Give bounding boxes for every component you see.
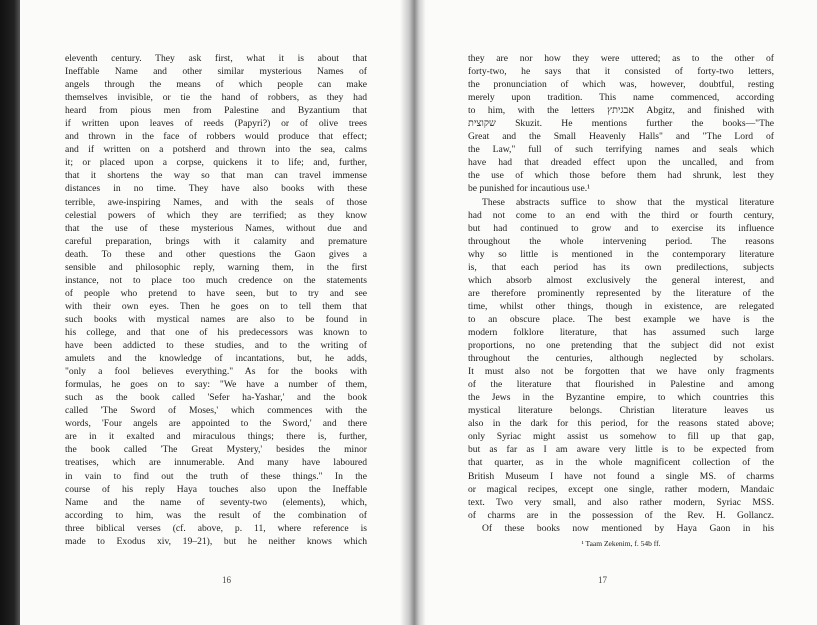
text-line: text. Two very small, and also rather modern, Syriac MSS. [468,496,774,508]
right-page-text [468,52,774,550]
text-line: forty-two, he says that it consisted of forty-two letters, [468,66,774,78]
text-line: called 'The Sword of Moses,' which commences with the [65,405,367,417]
text-line: have been addicted to these studies, and to the writing of [65,340,367,352]
text-line: and thrown in the face of robbers would produce that effect; [65,131,367,143]
right-page-number: 17 [598,575,607,585]
text-line: death. To these and other questions the Gaon gives a [65,248,367,260]
text-line: modern folklore literature, that has assumed such large [468,326,774,338]
text-line: only Syriac might assist us somehow to fill up that gap, [468,431,774,443]
text-line: the use of which those before them had shrunk, lest they [468,170,774,182]
text-line: merely upon tradition. This name commenced, according [468,92,774,104]
text-line: that quarter, as in the whole magnificent collection of the [468,457,774,469]
text-line: Great and the Small Heavenly Halls" and "The Lord of [468,131,774,143]
text-line: why so little is mentioned in the contemporary literature [468,248,774,260]
text-line: that it shortens the way so that man can travel immense [65,170,367,182]
text-line: Name and the name of seventy-two (elements), which, [65,496,367,508]
text-line: are in it exalted and miraculous things; there is, further, [65,431,367,443]
text-line: or magical recipes, except one single, rather modern, Mandaic [468,483,774,495]
text-line: three biblical verses (cf. above, p. 11, where reference is [65,522,367,534]
text-line: have had that dreaded effect upon the uncalled, and from [468,157,774,169]
text-line: of charms are in the possession of the Rev. H. Gollancz. [468,509,774,521]
text-line: had not come to an end with the third or fourth century, [468,209,774,221]
left-page [20,0,410,625]
text-line: and if written on a potsherd and thrown into the sea, calms [65,144,367,156]
text-line: the pronunciation of which was, however, doubtful, resting [468,79,774,91]
text-line: according to him, was the result of the combination of [65,509,367,521]
text-line: distances in no time. They have also books with these [65,183,367,195]
text-line: to an obscure place. The best example we have is the [468,313,774,325]
text-line: instance, not to place too much credence on the statements [65,274,367,286]
text-line: treatises, which are innumerable. And many have laboured [65,457,367,469]
text-line: if written upon leaves of reeds (Papyri?) or of olive trees [65,118,367,130]
text-line: the Law," full of such terrifying names and seals which [468,144,774,156]
text-line: proportions, no one pretending that the subject did not exist [468,340,774,352]
text-line: in vain to find out the truth of these things." In the [65,470,367,482]
text-line: it; or placed upon a corpse, quickens it to life; and, further, [65,157,367,169]
text-line: with their own eyes. Then he goes on to tell them that [65,300,367,312]
text-line: which absorb almost exclusively the general interest, and [468,274,774,286]
text-line: to him, with the letters אבגיתץ Abgitz, and finished with [468,105,774,117]
book-gutter [400,0,426,625]
text-line: eleventh century. They ask first, what it is about that [65,53,367,64]
right-page [420,0,817,625]
text-line: they are nor how they were uttered; as to the other of [468,53,774,64]
footnote: ¹ Taam Zekenim, f. 54b ff. [581,538,661,548]
text-line: throughout the whole intervening period. The reasons [468,235,774,247]
text-line: the Jews in the Byzantine empire, to which countries this [468,392,774,404]
text-line: careful preparation, brings with it calamity and premature [65,235,367,247]
text-line: time, whilst other things, though in existence, are relegated [468,300,774,312]
text-line: formulas, he goes on to say: "We have a number of them, [65,379,367,391]
left-page-number: 16 [222,575,231,585]
text-line: words, 'Four angels are appointed to the Sword,' and there [65,418,367,430]
text-line: of people who pretend to have seen, but to try and see [65,287,367,299]
text-line: his college, and that one of his predecessors was known to [65,326,367,338]
text-line: also in the dark for this period, for the reasons stated above; [468,418,774,430]
text-line: angels through the means of which people can make [65,79,367,91]
text-line: "only a fool believes everything." As for the books with [65,366,367,378]
text-line: Ineffable Name and other similar mysterious Names of [65,66,367,78]
text-line: celestial powers of which they are terrified; as they know [65,209,367,221]
text-line: amulets and the knowledge of incantations, but, he adds, [65,353,367,365]
text-line: British Museum I have not found a single MS. of charms [468,470,774,482]
text-line: made to Exodus xiv, 19–21), but he neither knows which [65,535,367,547]
text-line: שקוצית Skuzit. He mentions further the books—"The [468,118,774,130]
text-line: terrible, awe-inspiring Names, and with the seals of those [65,196,367,208]
text-line: These abstracts suffice to show that the mystical literature [482,196,774,208]
text-line: but as far as I am aware very little is to be expected from [468,444,774,456]
text-line: but had continued to grow and to exercise its influence [468,222,774,234]
text-line: themselves invisible, or tie the hand of robbers, as they had [65,92,367,104]
text-line: the book called 'The Great Mystery,' besides the minor [65,444,367,456]
text-line: course of his reply Haya touches also upon the Ineffable [65,483,367,495]
text-line: such books with mystical names are also to be found in [65,313,367,325]
text-line: be punished for incautious use.¹ [468,183,590,195]
text-line: mystical literature belongs. Christian literature leaves us [468,405,774,417]
text-line: heard from pious men from Palestine and Byzantium that [65,105,367,117]
text-line: It must also not be forgotten that we have only fragments [468,366,774,378]
text-line: Of these books now mentioned by Haya Gaon in his [482,522,774,534]
text-line: are therefore prominently represented by the literature of the [468,287,774,299]
left-page-text [65,52,367,548]
text-line: is, that each period has its own predilections, subjects [468,261,774,273]
text-line: that the use of these mysterious Names, without due and [65,222,367,234]
text-line: of the literature that flourished in Palestine and among [468,379,774,391]
text-line: such as the book called 'Sefer ha-Yashar,' and the book [65,392,367,404]
book-edge-shadow [0,0,20,625]
text-line: sensible and philosophic reply, warning them, in the first [65,261,367,273]
text-line: throughout the centuries, although neglected by scholars. [468,353,774,365]
